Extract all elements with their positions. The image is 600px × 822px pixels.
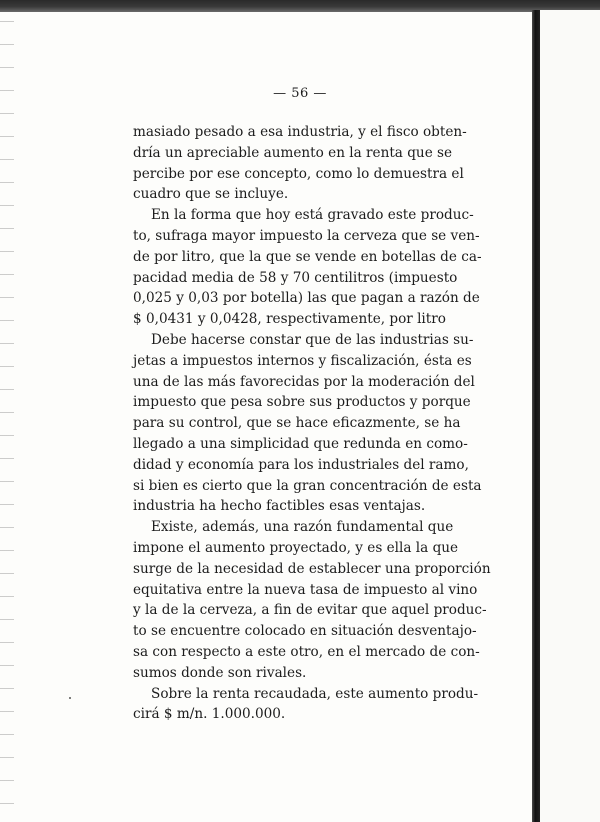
text-line: didad y economía para los industriales del ramo, — [133, 456, 469, 473]
paragraph-4 — [133, 517, 491, 683]
body-text — [133, 122, 491, 725]
text-line: En la forma que hoy está gravado este produc- — [151, 207, 474, 224]
text-line: pacidad media de 58 y 70 centilitros (impuesto — [133, 269, 458, 286]
text-line: cirá $ m/n. 1.000.000. — [133, 706, 286, 723]
scan-right-margin — [540, 10, 600, 822]
paragraph-2 — [133, 205, 482, 330]
text-line: jetas a impuestos internos y fiscalización, ésta es — [133, 352, 472, 369]
text-line: impuesto que pesa sobre sus productos y porque — [133, 394, 471, 411]
text-line: sa con respecto a este otro, en el mercado de con- — [133, 643, 480, 660]
text-line: to se encuentre colocado en situación desventajo- — [133, 623, 477, 640]
paragraph-5 — [133, 684, 479, 726]
text-line: impone el aumento proyectado, y es ella la que — [133, 539, 459, 556]
text-line: Sobre la renta recaudada, este aumento produ- — [151, 685, 479, 702]
text-line: y la de la cerveza, a fin de evitar que aquel produc- — [133, 602, 487, 619]
text-line: dría un apreciable aumento en la renta que se — [133, 144, 453, 161]
scan-binding-edge — [532, 10, 540, 822]
page-number: — 56 — — [273, 86, 327, 101]
text-line: 0,025 y 0,03 por botella) las que pagan a razón de — [133, 290, 480, 307]
text-line: $ 0,0431 y 0,0428, respectivamente, por litro — [133, 311, 446, 328]
text-line: Existe, además, una razón fundamental que — [151, 519, 454, 536]
text-line: sumos donde son rivales. — [133, 664, 307, 681]
scan-left-margin — [0, 12, 14, 822]
text-line: llegado a una simplicidad que redunda en como- — [133, 435, 468, 452]
text-line: si bien es cierto que la gran concentración de esta — [133, 477, 482, 494]
text-line: to, sufraga mayor impuesto la cerveza que se ven- — [133, 227, 480, 244]
text-line: equitativa entre la nueva tasa de impuesto al vino — [133, 581, 478, 598]
text-line: una de las más favorecidas por la moderación del — [133, 373, 475, 390]
text-line: para su control, que se hace eficazmente, se ha — [133, 415, 461, 432]
text-line: percibe por ese concepto, como lo demuestra el — [133, 165, 464, 182]
paragraph-1 — [133, 122, 467, 205]
scan-top-edge — [0, 0, 600, 12]
text-line: cuadro que se incluye. — [133, 186, 289, 203]
text-line: surge de la necesidad de establecer una proporción — [133, 560, 491, 577]
text-line: Debe hacerse constar que de las industrias su- — [151, 331, 474, 348]
text-line: masiado pesado a esa industria, y el fisco obten- — [133, 124, 467, 140]
text-line: industria ha hecho factibles esas ventajas. — [133, 498, 426, 515]
paragraph-3 — [133, 330, 482, 517]
ink-speck — [69, 697, 71, 699]
text-line: de por litro, que la que se vende en botellas de ca- — [133, 248, 482, 265]
